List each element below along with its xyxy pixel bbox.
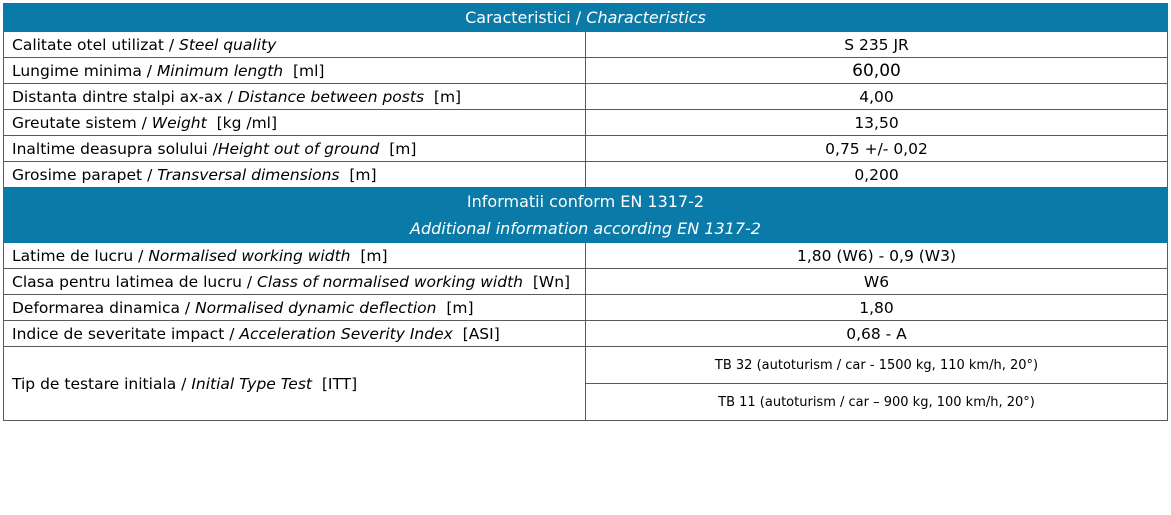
table-row: [4, 243, 1168, 269]
label-sep: /: [141, 61, 157, 80]
label-ro: Distanta dintre stalpi ax-ax: [12, 87, 223, 106]
label-ro: Deformarea dinamica: [12, 298, 180, 317]
label-en: Weight: [151, 113, 207, 132]
table-row: [4, 58, 1168, 84]
table-row: [4, 269, 1168, 295]
label-sep: /: [241, 272, 258, 291]
label-unit: [m]: [446, 298, 474, 317]
row-label: [4, 295, 586, 321]
section-header-row: [4, 188, 1168, 216]
label-ro: Clasa pentru latimea de lucru: [12, 272, 242, 291]
row-value: W6: [586, 269, 1168, 295]
header-sep: /: [570, 7, 587, 27]
label-unit: [m]: [389, 139, 417, 158]
label-ro: Tip de testare initiala: [12, 374, 177, 393]
row-value: 0,200: [586, 162, 1168, 188]
row-value: 0,75 +/- 0,02: [586, 136, 1168, 162]
row-value: S 235 JR: [586, 32, 1168, 58]
label-en: Class of normalised working width: [257, 272, 523, 291]
row-value: 1,80 (W6) - 0,9 (W3): [586, 243, 1168, 269]
row-value: TB 32 (autoturism / car - 1500 kg, 110 km/h, 20°): [586, 347, 1168, 384]
label-ro: Lungime minima: [12, 61, 142, 80]
table-row: [4, 321, 1168, 347]
row-label: [4, 162, 586, 188]
table-row: [4, 32, 1168, 58]
table-row: [4, 162, 1168, 188]
row-value: 0,68 - A: [586, 321, 1168, 347]
row-value: 4,00: [586, 84, 1168, 110]
label-unit: [ITT]: [321, 374, 358, 393]
row-label: [4, 84, 586, 110]
label-sep: /: [163, 35, 179, 54]
label-en: Steel quality: [179, 35, 277, 54]
label-unit: [m]: [349, 165, 377, 184]
label-unit: [ASI]: [462, 324, 500, 343]
section-header-row: [4, 215, 1168, 243]
label-unit: [kg /ml]: [216, 113, 278, 132]
table-row: [4, 136, 1168, 162]
label-sep: /: [133, 246, 149, 265]
label-ro: Indice de severitate impact: [12, 324, 225, 343]
table-row: [4, 84, 1168, 110]
label-en: Normalised working width: [148, 246, 351, 265]
label-ro: Latime de lucru: [12, 246, 134, 265]
label-ro: Calitate otel utilizat: [12, 35, 164, 54]
characteristics-table: [3, 3, 1168, 421]
table-header-row: [4, 4, 1168, 32]
row-value: TB 11 (autoturism / car – 900 kg, 100 km/h, 20°): [586, 384, 1168, 421]
label-sep: /: [222, 87, 238, 106]
label-sep: /: [224, 324, 240, 343]
label-en: Transversal dimensions: [157, 165, 340, 184]
label-unit: [Wn]: [532, 272, 571, 291]
label-sep: /: [180, 298, 196, 317]
section-title-en: Additional information according EN 1317-2: [4, 215, 1168, 243]
row-label: [4, 110, 586, 136]
table-row: [4, 110, 1168, 136]
label-en: Normalised dynamic deflection: [195, 298, 437, 317]
label-sep: /: [142, 165, 158, 184]
row-label: [4, 243, 586, 269]
label-en: Acceleration Severity Index: [239, 324, 453, 343]
label-ro: Greutate sistem: [12, 113, 137, 132]
section-title-ro: Informatii conform EN 1317-2: [4, 188, 1168, 216]
label-ro: Grosime parapet: [12, 165, 143, 184]
header-title-en: Characteristics: [586, 7, 706, 27]
row-value: 13,50: [586, 110, 1168, 136]
row-label: [4, 32, 586, 58]
label-sep: /: [176, 374, 192, 393]
label-sep: /: [136, 113, 152, 132]
label-unit: [ml]: [292, 61, 325, 80]
row-label: [4, 347, 586, 421]
label-unit: [m]: [433, 87, 462, 106]
table-header: [4, 4, 1168, 32]
table-row-itt: [4, 347, 1168, 384]
label-en: Distance between posts: [237, 87, 425, 106]
row-label: [4, 321, 586, 347]
row-label: [4, 58, 586, 84]
label-en: Initial Type Test: [191, 374, 312, 393]
row-value: 60,00: [586, 58, 1168, 84]
label-ro: Inaltime deasupra solului: [12, 139, 208, 158]
table-row: [4, 295, 1168, 321]
label-en: Minimum length: [156, 61, 284, 80]
row-label: [4, 269, 586, 295]
label-unit: [m]: [360, 246, 388, 265]
header-title-ro: Caracteristici: [465, 7, 571, 27]
label-sep: /: [207, 139, 218, 158]
row-value: 1,80: [586, 295, 1168, 321]
label-en: Height out of ground: [217, 139, 380, 158]
row-label: [4, 136, 586, 162]
